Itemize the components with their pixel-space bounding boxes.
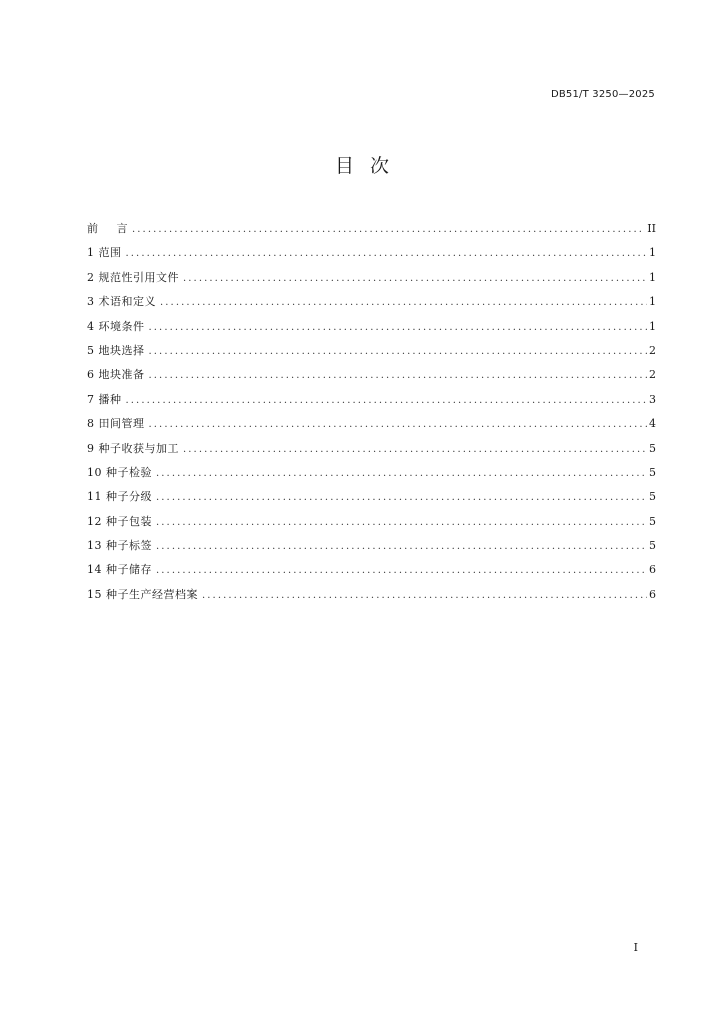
toc-entry-label: 15 种子生产经营档案 <box>87 587 198 601</box>
toc-entry-page: 1 <box>649 295 656 309</box>
toc-leader-dots <box>126 245 648 263</box>
toc-entry-seed-grading[interactable] <box>87 487 656 511</box>
toc-leader-dots <box>156 514 647 532</box>
toc-entry-page: 6 <box>649 587 656 601</box>
toc-entry-harvest-processing[interactable] <box>87 439 656 463</box>
toc-entry-sowing[interactable] <box>87 390 656 414</box>
toc-entry-page: 1 <box>649 270 656 284</box>
toc-entry-label: 5 地块选择 <box>87 343 145 357</box>
standard-code: DB51/T 3250—2025 <box>550 89 655 100</box>
toc-entry-label: 7 播种 <box>87 392 122 406</box>
toc-entry-plot-preparation[interactable] <box>87 365 656 389</box>
toc-entry-page: 3 <box>649 392 656 406</box>
toc-leader-dots <box>202 587 647 605</box>
toc-entry-label: 11 种子分级 <box>87 490 152 504</box>
toc-entry-seed-labeling[interactable] <box>87 536 656 560</box>
toc-entry-page: 5 <box>649 539 656 553</box>
toc-entry-environment[interactable] <box>87 317 656 341</box>
toc-entry-plot-selection[interactable] <box>87 341 656 365</box>
toc-leader-dots <box>156 489 647 507</box>
toc-entry-page: 5 <box>649 490 656 504</box>
toc-entry-page: 2 <box>649 368 656 382</box>
toc-entry-label: 1 范围 <box>87 246 122 260</box>
toc-entry-foreword[interactable] <box>87 219 656 243</box>
toc-leader-dots <box>149 343 648 361</box>
toc-entry-label: 2 规范性引用文件 <box>87 270 179 284</box>
toc-entry-terms-definitions[interactable] <box>87 292 656 316</box>
toc-entry-scope[interactable] <box>87 243 656 267</box>
toc-entry-page: 5 <box>649 465 656 479</box>
toc-entry-page: II <box>647 222 656 235</box>
toc-leader-dots <box>183 441 647 459</box>
toc-entry-field-management[interactable] <box>87 414 656 438</box>
toc-entry-seed-storage[interactable] <box>87 560 656 584</box>
toc-leader-dots <box>160 294 647 312</box>
toc-title-text: 目 次 <box>334 155 390 177</box>
toc-leader-dots <box>126 392 648 410</box>
toc-entry-production-records[interactable] <box>87 585 656 609</box>
toc-entry-page: 6 <box>649 563 656 577</box>
toc-entry-label: 3 术语和定义 <box>87 295 156 309</box>
toc-leader-dots <box>183 270 647 288</box>
toc-entry-seed-packaging[interactable] <box>87 512 656 536</box>
toc-entry-seed-testing[interactable] <box>87 463 656 487</box>
toc-title <box>0 154 724 178</box>
toc-leader-dots <box>132 221 645 239</box>
footer-page-number: I <box>633 941 638 954</box>
toc-entry-page: 5 <box>649 514 656 528</box>
toc-entry-label: 14 种子储存 <box>87 563 152 577</box>
toc-entry-label: 13 种子标签 <box>87 539 152 553</box>
toc-leader-dots <box>156 562 647 580</box>
toc-entry-label: 10 种子检验 <box>87 465 152 479</box>
toc-entry-page: 1 <box>649 246 656 260</box>
toc-list <box>87 219 656 609</box>
toc-entry-label: 8 田间管理 <box>87 417 145 431</box>
toc-entry-normative-references[interactable] <box>87 268 656 292</box>
toc-entry-page: 2 <box>649 343 656 357</box>
toc-leader-dots <box>149 367 648 385</box>
toc-entry-label: 9 种子收获与加工 <box>87 441 179 455</box>
toc-entry-page: 5 <box>649 441 656 455</box>
toc-entry-label: 4 环境条件 <box>87 319 145 333</box>
toc-entry-label: 12 种子包装 <box>87 514 152 528</box>
toc-entry-page: 1 <box>649 319 656 333</box>
toc-leader-dots <box>156 538 647 556</box>
toc-leader-dots <box>149 416 648 434</box>
toc-entry-page: 4 <box>649 417 656 431</box>
toc-entry-label: 前 言 <box>87 222 128 235</box>
toc-entry-label: 6 地块准备 <box>87 368 145 382</box>
toc-leader-dots <box>149 319 648 337</box>
toc-leader-dots <box>156 465 647 483</box>
